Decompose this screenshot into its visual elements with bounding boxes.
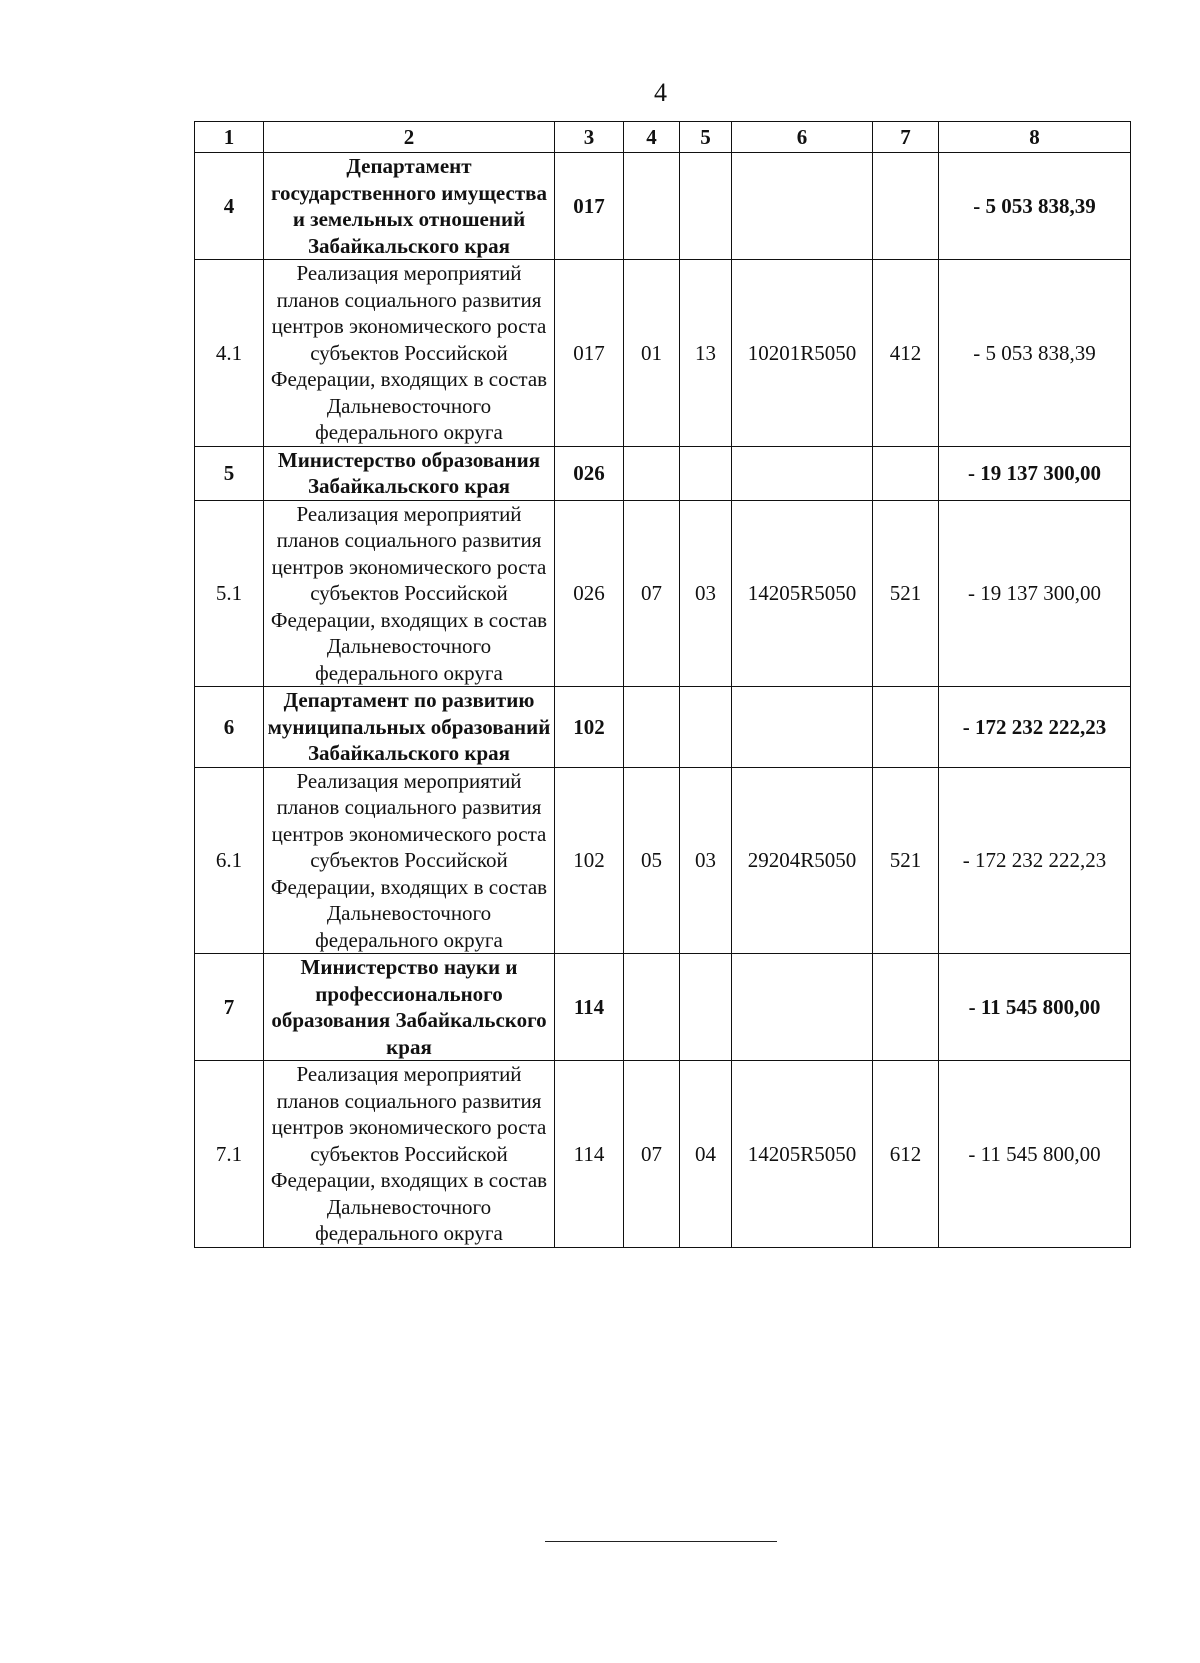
row-name: Министерство образования Забайкальского края <box>264 446 555 500</box>
row-amount: - 172 232 222,23 <box>939 767 1131 954</box>
table-row <box>195 260 1131 447</box>
cell-col6 <box>732 687 873 768</box>
cell-col4: 07 <box>624 1061 680 1248</box>
cell-col6 <box>732 153 873 260</box>
cell-col4 <box>624 687 680 768</box>
column-header: 8 <box>939 122 1131 153</box>
cell-col4 <box>624 153 680 260</box>
cell-col7: 521 <box>873 767 939 954</box>
column-header: 6 <box>732 122 873 153</box>
table-row <box>195 767 1131 954</box>
column-header: 7 <box>873 122 939 153</box>
column-header: 3 <box>555 122 624 153</box>
cell-col3: 114 <box>555 1061 624 1248</box>
cell-col7 <box>873 153 939 260</box>
table-row <box>195 687 1131 768</box>
cell-col5 <box>680 153 732 260</box>
cell-col7: 612 <box>873 1061 939 1248</box>
cell-col3: 017 <box>555 153 624 260</box>
cell-col3: 026 <box>555 500 624 687</box>
row-number: 7 <box>195 954 264 1061</box>
row-amount: - 19 137 300,00 <box>939 446 1131 500</box>
cell-col3: 102 <box>555 767 624 954</box>
cell-col4: 01 <box>624 260 680 447</box>
row-amount: - 5 053 838,39 <box>939 153 1131 260</box>
cell-col3: 026 <box>555 446 624 500</box>
cell-col6: 14205R5050 <box>732 1061 873 1248</box>
row-amount: - 19 137 300,00 <box>939 500 1131 687</box>
row-amount: - 11 545 800,00 <box>939 954 1131 1061</box>
cell-col7: 412 <box>873 260 939 447</box>
cell-col6 <box>732 954 873 1061</box>
row-name: Департамент государственного имущества и земельных отношений Забайкальского края <box>264 153 555 260</box>
row-amount: - 11 545 800,00 <box>939 1061 1131 1248</box>
cell-col5: 04 <box>680 1061 732 1248</box>
row-number: 4.1 <box>195 260 264 447</box>
cell-col7: 521 <box>873 500 939 687</box>
cell-col3: 102 <box>555 687 624 768</box>
table-header-row <box>195 122 1131 153</box>
table-row <box>195 153 1131 260</box>
row-name: Реализация мероприятий планов социального развития центров экономического роста субъектов Российской Федерации, входящих в состав Дальневосточного федерального округа <box>264 260 555 447</box>
budget-table <box>194 121 1131 1248</box>
row-name: Департамент по развитию муниципальных образований Забайкальского края <box>264 687 555 768</box>
cell-col4 <box>624 446 680 500</box>
cell-col6: 14205R5050 <box>732 500 873 687</box>
cell-col5: 03 <box>680 767 732 954</box>
footer-divider <box>545 1541 777 1542</box>
cell-col5: 13 <box>680 260 732 447</box>
row-name: Реализация мероприятий планов социального развития центров экономического роста субъектов Российской Федерации, входящих в состав Дальневосточного федерального округа <box>264 767 555 954</box>
row-number: 7.1 <box>195 1061 264 1248</box>
row-number: 4 <box>195 153 264 260</box>
row-amount: - 5 053 838,39 <box>939 260 1131 447</box>
table-row <box>195 446 1131 500</box>
cell-col6 <box>732 446 873 500</box>
row-name: Министерство науки и профессионального образования Забайкальского края <box>264 954 555 1061</box>
cell-col7 <box>873 687 939 768</box>
row-name: Реализация мероприятий планов социального развития центров экономического роста субъектов Российской Федерации, входящих в состав Дальневосточного федерального округа <box>264 500 555 687</box>
row-number: 5 <box>195 446 264 500</box>
cell-col4: 07 <box>624 500 680 687</box>
row-name: Реализация мероприятий планов социального развития центров экономического роста субъектов Российской Федерации, входящих в состав Дальневосточного федерального округа <box>264 1061 555 1248</box>
column-header: 4 <box>624 122 680 153</box>
table-row <box>195 500 1131 687</box>
row-number: 5.1 <box>195 500 264 687</box>
cell-col7 <box>873 954 939 1061</box>
cell-col3: 017 <box>555 260 624 447</box>
cell-col5: 03 <box>680 500 732 687</box>
row-number: 6 <box>195 687 264 768</box>
cell-col5 <box>680 954 732 1061</box>
cell-col6: 10201R5050 <box>732 260 873 447</box>
cell-col4: 05 <box>624 767 680 954</box>
table-row <box>195 1061 1131 1248</box>
table-row <box>195 954 1131 1061</box>
row-number: 6.1 <box>195 767 264 954</box>
row-amount: - 172 232 222,23 <box>939 687 1131 768</box>
cell-col5 <box>680 446 732 500</box>
cell-col3: 114 <box>555 954 624 1061</box>
cell-col7 <box>873 446 939 500</box>
column-header: 2 <box>264 122 555 153</box>
column-header: 1 <box>195 122 264 153</box>
page-number: 4 <box>654 78 667 107</box>
cell-col5 <box>680 687 732 768</box>
cell-col6: 29204R5050 <box>732 767 873 954</box>
cell-col4 <box>624 954 680 1061</box>
column-header: 5 <box>680 122 732 153</box>
